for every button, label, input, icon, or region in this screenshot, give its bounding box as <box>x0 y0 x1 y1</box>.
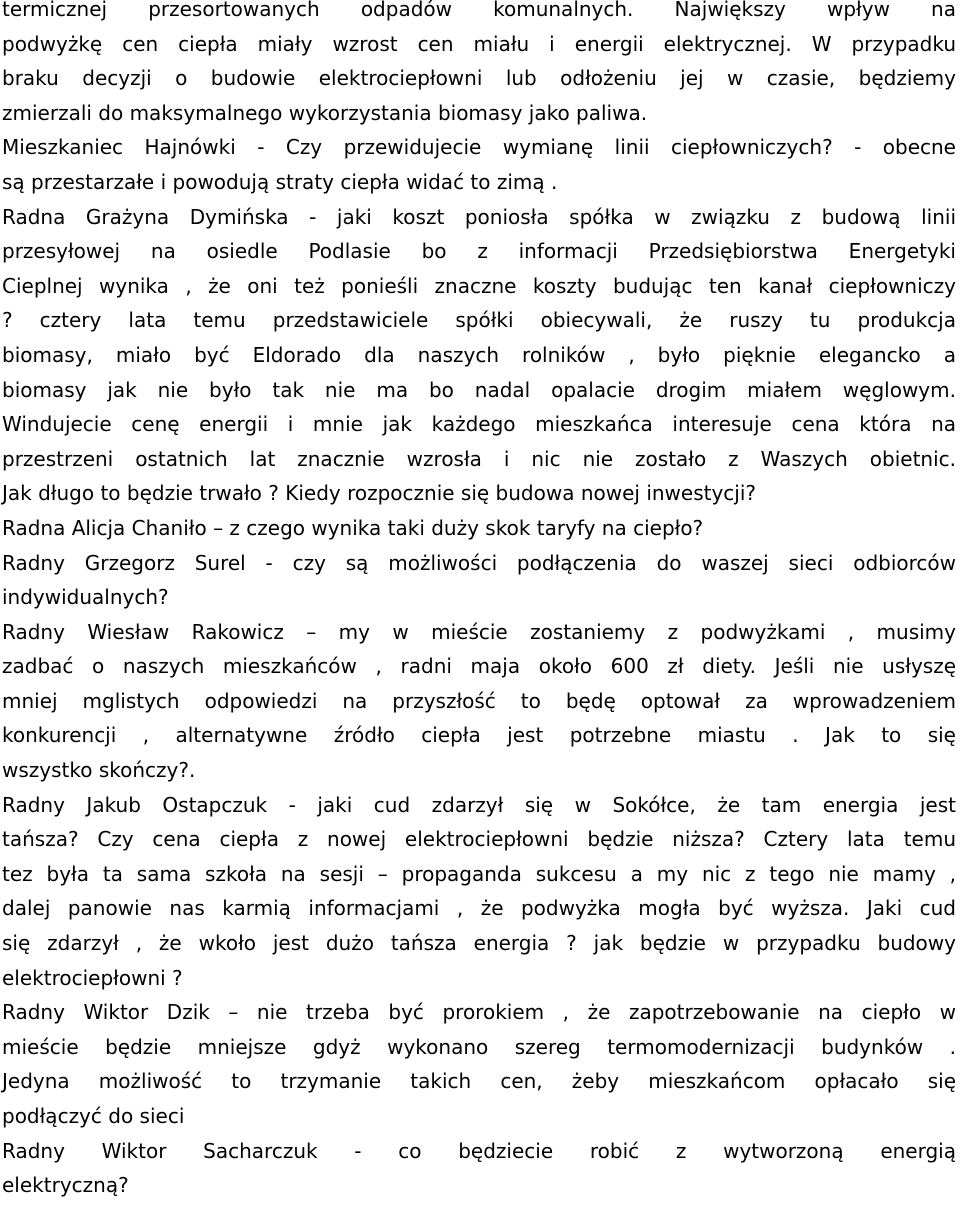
text-line: dalej panowie nas karmią informacjami , że podwyżka mogła być wyższa. Jaki cud <box>2 896 956 921</box>
text-line: biomasy jak nie było tak nie ma bo nadal opalacie drogim miałem węglowym. <box>2 377 956 402</box>
text-line: mniej mglistych odpowiedzi na przyszłość to będę optował za wprowadzeniem <box>2 688 956 713</box>
text-line: Windujecie cenę energii i mnie jak każdego mieszkańca interesuje cena która na <box>2 412 956 437</box>
text-line: zmierzali do maksymalnego wykorzystania biomasy jako paliwa. <box>2 100 648 125</box>
text-line: Jak długo to będzie trwało ? Kiedy rozpocznie się budowa nowej inwestycji? <box>2 481 757 506</box>
text-line: są przestarzałe i powodują straty ciepła widać to zimą . <box>2 169 558 194</box>
text-line: Radny Wiktor Dzik – nie trzeba być prorokiem , że zapotrzebowanie na ciepło w <box>2 1000 956 1025</box>
text-line: Radna Grażyna Dymińska - jaki koszt poniosła spółka w związku z budową linii <box>2 204 956 229</box>
text-line: braku decyzji o budowie elektrociepłowni lub odłożeniu jej w czasie, będziemy <box>2 66 956 91</box>
text-line: elektryczną? <box>2 1173 129 1198</box>
text-line: indywidualnych? <box>2 585 169 610</box>
text-line: przestrzeni ostatnich lat znacznie wzrosła i nic nie zostało z Waszych obietnic. <box>2 446 956 471</box>
text-line: Radna Alicja Chaniło – z czego wynika taki duży skok taryfy na ciepło? <box>2 515 704 540</box>
text-line: wszystko skończy?. <box>2 758 196 783</box>
text-line: podwyżkę cen ciepła miały wzrost cen miału i energii elektrycznej. W przypadku <box>2 31 956 56</box>
text-line: ? cztery lata temu przedstawiciele spółki obiecywali, że ruszy tu produkcja <box>2 308 956 333</box>
text-line: podłączyć do sieci <box>2 1104 185 1128</box>
text-line: Jedyna możliwość to trzymanie takich cen, żeby mieszkańcom opłacało się <box>2 1069 956 1094</box>
document-page <box>2 0 956 1203</box>
text-line: Mieszkaniec Hajnówki - Czy przewidujecie wymianę linii ciepłowniczych? - obecne <box>2 135 956 160</box>
text-line: Cieplnej wynika , że oni też ponieśli znaczne koszty budując ten kanał ciepłowniczy <box>2 273 956 298</box>
text-line: się zdarzył , że wkoło jest dużo tańsza energia ? jak będzie w przypadku budowy <box>2 931 956 956</box>
text-line: tez była ta sama szkoła na sesji – propaganda sukcesu a my nic z tego nie mamy , <box>2 861 956 886</box>
text-line: konkurencji , alternatywne źródło ciepła jest potrzebne miastu . Jak to się <box>2 723 956 748</box>
text-line: elektrociepłowni ? <box>2 965 183 990</box>
text-line: tańsza? Czy cena ciepła z nowej elektrociepłowni będzie niższa? Cztery lata temu <box>2 827 956 852</box>
text-line: Radny Wiktor Sacharczuk - co będziecie robić z wytworzoną energią <box>2 1138 956 1163</box>
text-line: mieście będzie mniejsze gdyż wykonano szereg termomodernizacji budynków . <box>2 1034 956 1059</box>
text-line: zadbać o naszych mieszkańców , radni maja około 600 zł diety. Jeśli nie usłyszę <box>2 654 956 679</box>
text-line: biomasy, miało być Eldorado dla naszych rolników , było pięknie elegancko a <box>2 342 956 367</box>
text-line: przesyłowej na osiedle Podlasie bo z informacji Przedsiębiorstwa Energetyki <box>2 239 956 264</box>
text-line: Radny Wiesław Rakowicz – my w mieście zostaniemy z podwyżkami , musimy <box>2 619 956 644</box>
text-line: Radny Grzegorz Surel - czy są możliwości podłączenia do waszej sieci odbiorców <box>2 550 956 575</box>
text-line: Radny Jakub Ostapczuk - jaki cud zdarzył się w Sokółce, że tam energia jest <box>2 792 956 817</box>
text-line: termicznej przesortowanych odpadów komunalnych. Największy wpływ na <box>2 0 956 21</box>
